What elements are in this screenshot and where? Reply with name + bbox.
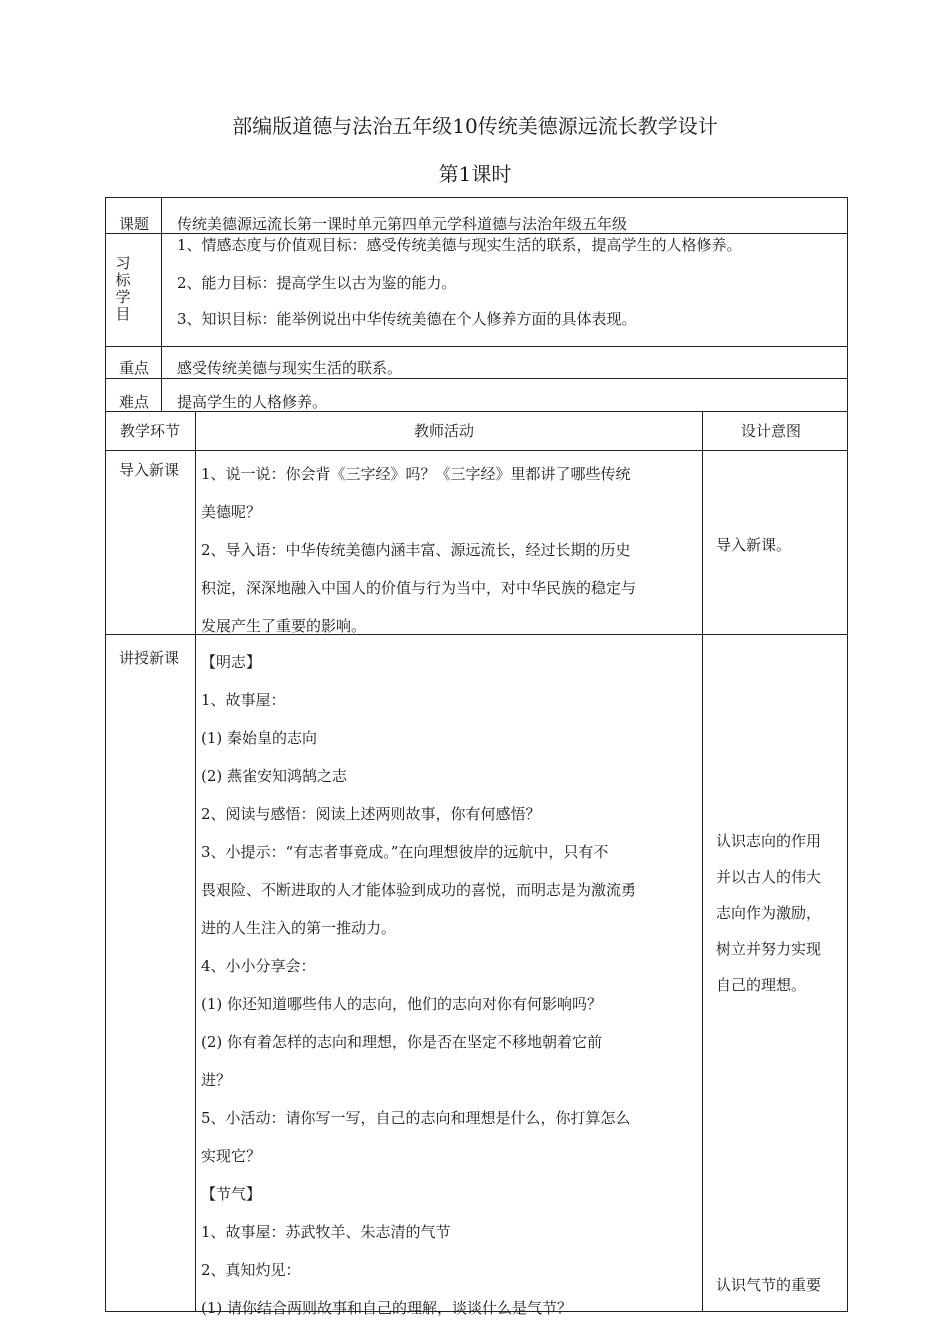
lesson-plan-table [105, 197, 848, 1317]
difficulty-label: 难点 [119, 393, 150, 411]
label-column-divider [161, 197, 162, 411]
goal-item: 3、知识目标：能举例说出中华传统美德在个人修养方面的具体表现。 [177, 310, 637, 328]
activity-line: 进的人生注入的第一推动力。 [201, 919, 397, 937]
intent-column-header: 设计意图 [741, 422, 802, 440]
document-title: 部编版道德与法治五年级10传统美德源远流长教学设计 [232, 114, 718, 138]
row-divider [105, 378, 848, 379]
activity-line: (2) 燕雀安知鸿鹄之志 [201, 767, 348, 785]
stage-column-divider [195, 411, 196, 1312]
intent-text: 认识气节的重要 [716, 1276, 822, 1294]
lesson-subtitle: 第1课时 [438, 162, 512, 186]
activity-line: 1、故事屋： [201, 691, 286, 709]
activity-line: 2、真知灼见： [201, 1261, 301, 1279]
activity-line: 进？ [201, 1071, 232, 1089]
intent-line: 并以古人的伟大 [716, 868, 822, 886]
activity-line: 实现它？ [201, 1147, 262, 1165]
goal-item: 2、能力目标：提高学生以古为鉴的能力。 [177, 274, 457, 292]
table-border-left [105, 197, 106, 1312]
activity-line: 发展产生了重要的影响。 [201, 617, 367, 635]
activity-cell [201, 643, 636, 1327]
activity-line: 5、小活动：请你写一写，自己的志向和理想是什么，你打算怎么 [201, 1109, 631, 1127]
stage-column-header: 教学环节 [120, 422, 181, 440]
activity-line: 积淀，深深地融入中国人的价值与行为当中，对中华民族的稳定与 [201, 579, 637, 597]
activity-line: 3、小提示：“有志者事竟成。”在向理想彼岸的远航中，只有不 [201, 843, 609, 861]
difficulty-value: 提高学生的人格修养。 [177, 393, 328, 411]
activity-line: 2、阅读与感悟：阅读上述两则故事，你有何感悟？ [201, 805, 541, 823]
row-divider [105, 233, 848, 234]
key-point-value: 感受传统美德与现实生活的联系。 [177, 359, 403, 377]
stage-label: 讲授新课 [119, 649, 180, 667]
activity-line: 1、说一说：你会背《三字经》吗？《三字经》里都讲了哪些传统 [201, 465, 631, 483]
intent-cell [716, 823, 821, 1003]
activity-line: (2) 你有着怎样的志向和理想，你是否在坚定不移地朝着它前 [201, 1033, 603, 1051]
activity-line: 4、小小分享会： [201, 957, 316, 975]
goal-item: 1、情感态度与价值观目标：感受传统美德与现实生活的联系，提高学生的人格修养。 [177, 236, 742, 254]
intent-line: 认识志向的作用 [716, 832, 822, 850]
intent-line: 志向作为激励， [716, 904, 822, 922]
row-divider [105, 411, 848, 412]
topic-label: 课题 [119, 215, 150, 233]
intent-line: 自己的理想。 [716, 976, 807, 994]
row-divider [105, 450, 848, 451]
goals-label: 习标学目 [115, 254, 131, 323]
key-point-label: 重点 [119, 359, 150, 377]
intent-column-divider [702, 411, 703, 1312]
activity-line: (1) 请你结合两则故事和自己的理解，谈谈什么是气节？ [201, 1299, 573, 1317]
activity-line: 畏艰险、不断进取的人才能体验到成功的喜悦，而明志是为激流勇 [201, 881, 637, 899]
activity-line: (1) 你还知道哪些伟人的志向，他们的志向对你有何影响吗？ [201, 995, 603, 1013]
activity-line: 【节气】 [201, 1185, 262, 1203]
intent-text: 导入新课。 [716, 536, 792, 554]
activity-line: 2、导入语：中华传统美德内涵丰富、源远流长，经过长期的历史 [201, 541, 631, 559]
table-border-top [105, 197, 848, 198]
activity-line: (1) 秦始皇的志向 [201, 729, 318, 747]
topic-value: 传统美德源远流长第一课时单元第四单元学科道德与法治年级五年级 [177, 215, 628, 233]
stage-label: 导入新课 [119, 461, 180, 479]
activity-column-header: 教师活动 [414, 422, 475, 440]
activity-line: 【明志】 [201, 653, 262, 671]
intent-line: 树立并努力实现 [716, 940, 822, 958]
row-divider [105, 346, 848, 347]
activity-cell [201, 455, 636, 645]
activity-line: 美德呢？ [201, 503, 262, 521]
activity-line: 1、故事屋：苏武牧羊、朱志清的气节 [201, 1223, 451, 1241]
table-border-right [847, 197, 848, 1312]
